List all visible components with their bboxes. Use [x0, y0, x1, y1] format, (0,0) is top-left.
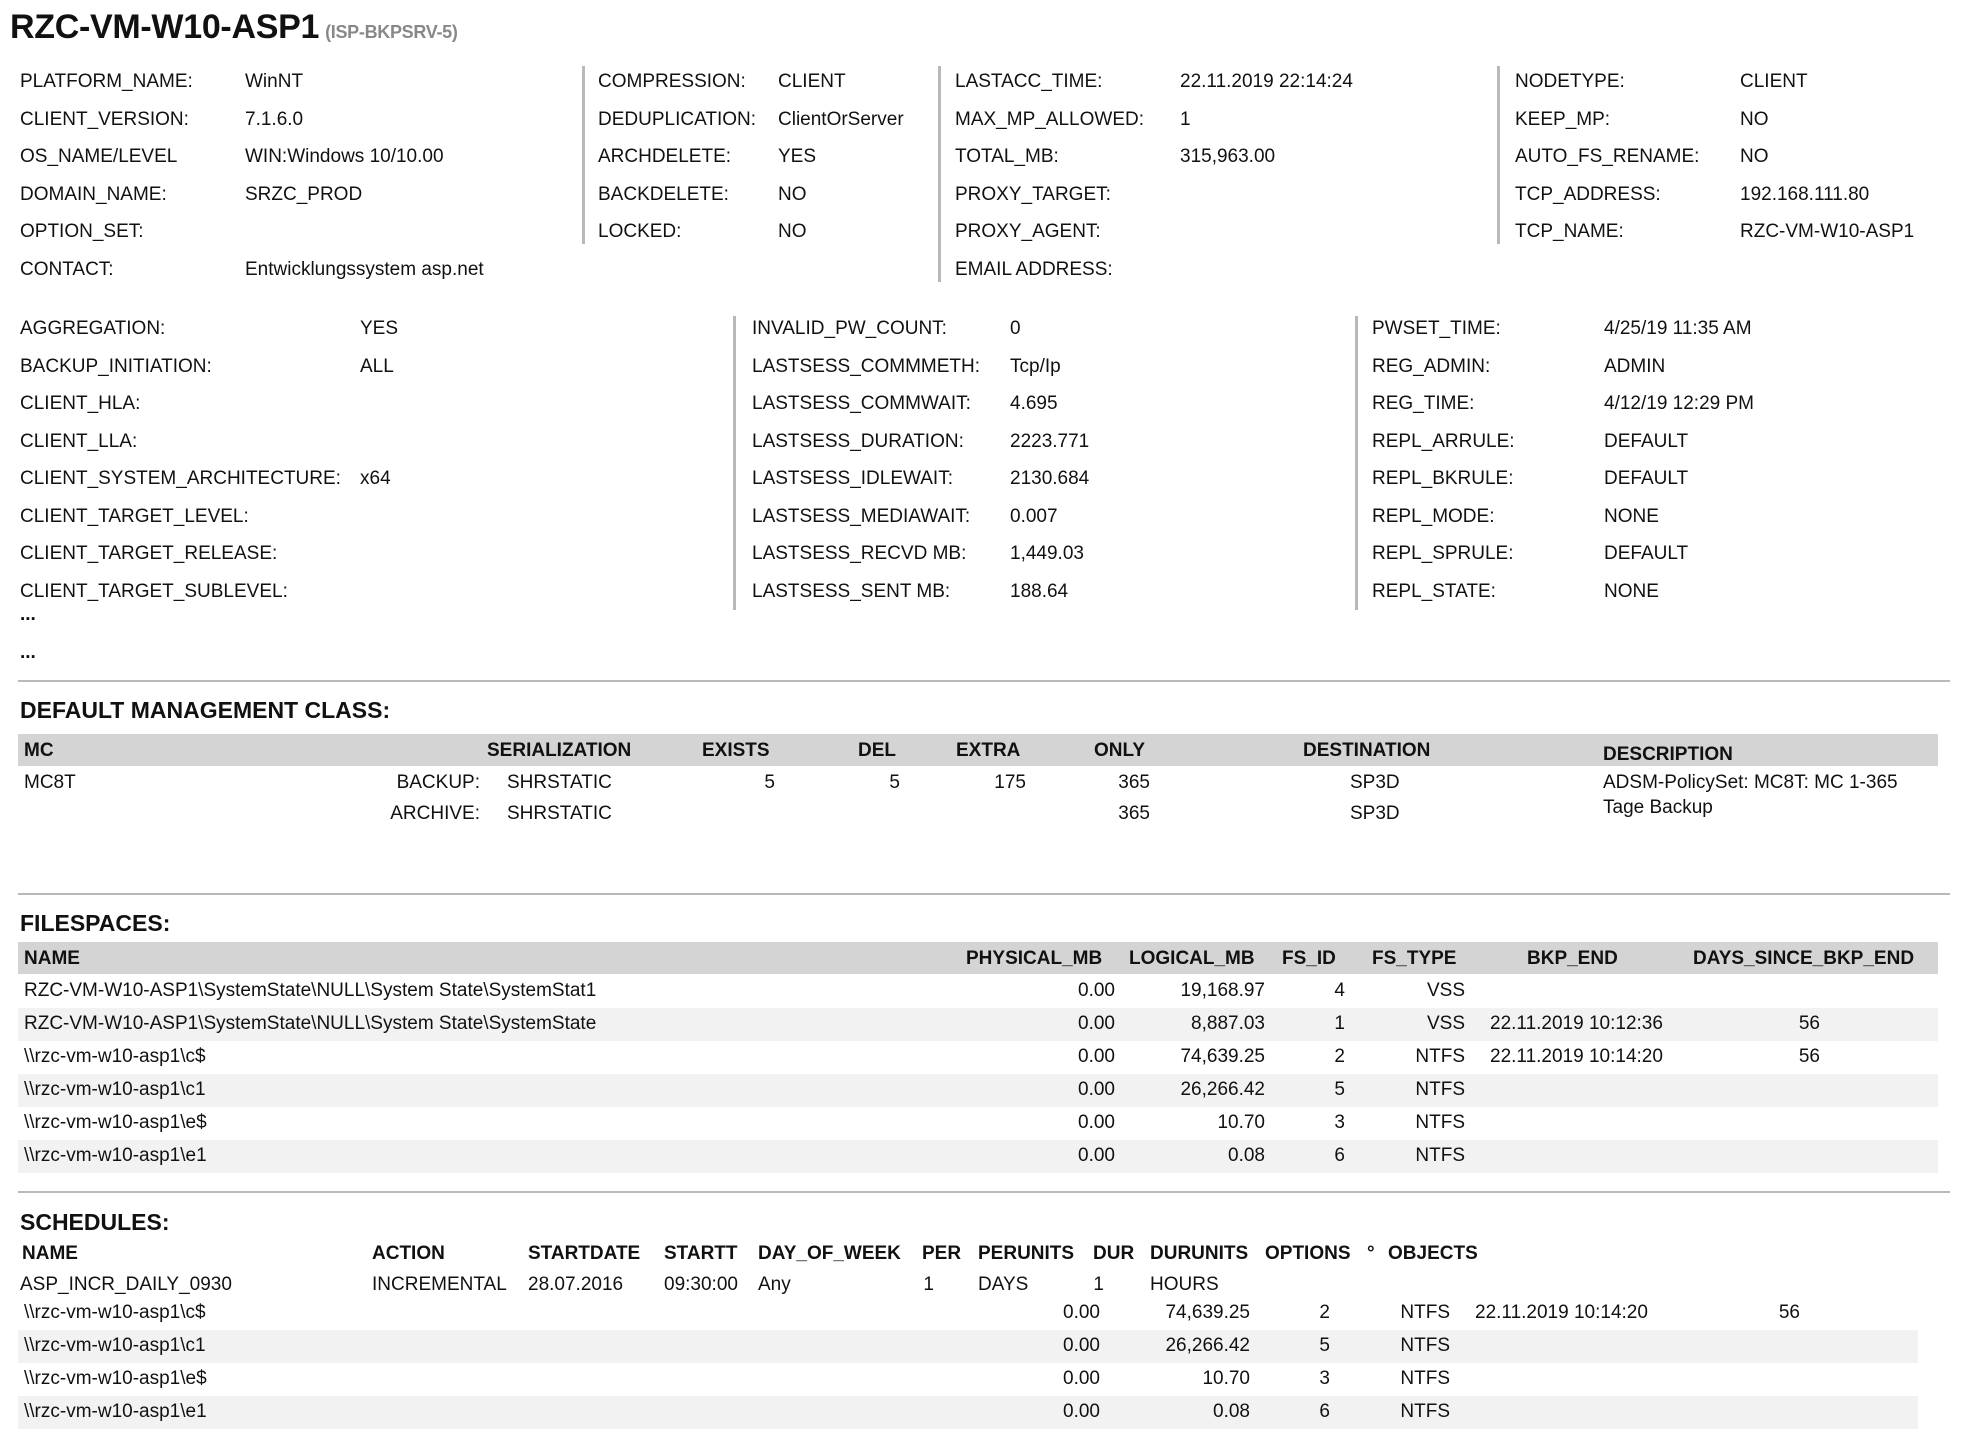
server-name: (ISP-BKPSRV-5): [325, 22, 458, 42]
col-header-only: ONLY: [1094, 740, 1146, 761]
col-header-degree: °: [1367, 1243, 1375, 1264]
column-divider: [582, 66, 585, 244]
field-value: 4/25/19 11:35 AM: [1604, 318, 1752, 339]
field-value: CLIENT: [1740, 71, 1808, 92]
col-header-name: NAME: [22, 1243, 78, 1264]
field-label: AGGREGATION:: [20, 318, 166, 339]
col-header-mc: MC: [24, 740, 54, 761]
physical-mb: 0.00: [1078, 1013, 1115, 1034]
col-header-action: ACTION: [372, 1243, 445, 1264]
field-label: OPTION_SET:: [20, 221, 144, 242]
col-header-startt: STARTT: [664, 1243, 738, 1264]
field-value: RZC-VM-W10-ASP1: [1740, 221, 1915, 242]
field-value: NO: [778, 221, 807, 242]
physical-mb: 0.00: [1063, 1335, 1100, 1356]
field-label: PROXY_AGENT:: [955, 221, 1101, 242]
field-label: LASTSESS_COMMMETH:: [752, 355, 981, 377]
copygroup-type: BACKUP:: [396, 772, 480, 793]
schedule-starttime: 09:30:00: [664, 1274, 738, 1295]
field-label: EMAIL ADDRESS:: [955, 258, 1113, 280]
column-divider: [1497, 66, 1500, 244]
physical-mb: 0.00: [1078, 1046, 1115, 1067]
field-value: 2130.684: [1010, 468, 1090, 489]
field-label: CLIENT_HLA:: [20, 393, 141, 414]
serialization-value: SHRSTATIC: [507, 803, 612, 824]
fs-id: 3: [1319, 1368, 1330, 1389]
logical-mb: 8,887.03: [1191, 1013, 1265, 1034]
col-header-options: OPTIONS: [1265, 1243, 1351, 1264]
filespace-name: RZC-VM-W10-ASP1\SystemState\NULL\System State\SystemState: [24, 1013, 597, 1034]
field-label: LASTSESS_DURATION:: [752, 430, 964, 452]
field-value: 1,449.03: [1010, 543, 1084, 564]
fs-type: NTFS: [1415, 1145, 1465, 1166]
field-value: 192.168.111.80: [1740, 183, 1870, 205]
field-value: YES: [778, 146, 817, 167]
field-value: NO: [778, 183, 807, 205]
fs-type: NTFS: [1400, 1401, 1450, 1422]
field-label: TOTAL_MB:: [955, 146, 1059, 167]
field-label: NODETYPE:: [1515, 71, 1625, 92]
field-label: OS_NAME/LEVEL: [20, 146, 178, 167]
field-label: ARCHDELETE:: [598, 146, 732, 167]
field-value: NO: [1740, 146, 1769, 167]
field-label: PROXY_TARGET:: [955, 183, 1111, 205]
column-divider: [938, 66, 941, 282]
field-label: DEDUPLICATION:: [598, 108, 757, 130]
field-label: DOMAIN_NAME:: [20, 183, 167, 205]
field-label: REG_TIME:: [1372, 393, 1475, 414]
field-value: NONE: [1604, 580, 1659, 602]
fs-type: NTFS: [1415, 1046, 1465, 1067]
field-label: REPL_STATE:: [1372, 580, 1496, 602]
field-value: 4.695: [1010, 393, 1058, 414]
del-value: 5: [889, 772, 900, 793]
only-value: 365: [1118, 772, 1150, 793]
field-label: BACKDELETE:: [598, 183, 729, 205]
bkp-end: 22.11.2019 10:12:36: [1490, 1013, 1663, 1034]
col-header-dur: DUR: [1093, 1243, 1135, 1264]
column-divider: [1355, 316, 1358, 610]
col-header-del: DEL: [858, 740, 896, 761]
filespace-name: \\rzc-vm-w10-asp1\e1: [24, 1145, 207, 1166]
physical-mb: 0.00: [1063, 1368, 1100, 1389]
col-header-name: NAME: [24, 948, 80, 969]
object-name: \\rzc-vm-w10-asp1\e$: [24, 1368, 207, 1389]
node-name: RZC-VM-W10-ASP1: [10, 8, 320, 46]
field-value: NO: [1740, 108, 1769, 130]
mc-description-line: Tage Backup: [1603, 797, 1713, 818]
col-header-days-since-bkp-end: DAYS_SINCE_BKP_END: [1693, 948, 1915, 969]
field-value: Entwicklungssystem asp.net: [245, 258, 484, 280]
fs-type: NTFS: [1415, 1079, 1465, 1100]
mgmt-class-title: DEFAULT MANAGEMENT CLASS:: [20, 697, 391, 723]
section-divider: [18, 1191, 1950, 1193]
col-header-bkp-end: BKP_END: [1527, 948, 1618, 969]
logical-mb: 19,168.97: [1180, 980, 1265, 1001]
field-label: PLATFORM_NAME:: [20, 71, 193, 92]
field-value: 0: [1010, 318, 1021, 339]
destination-value: SP3D: [1350, 772, 1400, 793]
field-label: BACKUP_INITIATION:: [20, 355, 212, 377]
col-header-logical-mb: LOGICAL_MB: [1129, 948, 1255, 969]
field-label: REPL_ARRULE:: [1372, 430, 1515, 452]
fs-id: 4: [1334, 980, 1345, 1001]
row-stripe: [18, 1330, 1918, 1363]
field-value: 22.11.2019 22:14:24: [1180, 71, 1353, 92]
field-label: REG_ADMIN:: [1372, 355, 1491, 377]
schedule-action: INCREMENTAL: [372, 1274, 507, 1295]
filespace-name: \\rzc-vm-w10-asp1\c1: [24, 1079, 206, 1100]
field-label: REPL_SPRULE:: [1372, 543, 1514, 564]
object-name: \\rzc-vm-w10-asp1\c$: [24, 1302, 206, 1323]
field-value: 7.1.6.0: [245, 108, 304, 130]
field-label: INVALID_PW_COUNT:: [752, 318, 947, 339]
col-header-objects: OBJECTS: [1388, 1243, 1478, 1264]
logical-mb: 10.70: [1202, 1368, 1250, 1389]
col-header-exists: EXISTS: [702, 740, 770, 761]
field-value: x64: [360, 468, 391, 489]
logical-mb: 0.08: [1228, 1145, 1265, 1166]
section-divider: [18, 680, 1950, 682]
fs-type: NTFS: [1415, 1112, 1465, 1133]
field-value: ADMIN: [1604, 355, 1666, 377]
column-divider: [733, 316, 736, 610]
ellipsis: ...: [20, 604, 36, 625]
field-value: WIN:Windows 10/10.00: [245, 146, 444, 167]
field-label: CLIENT_TARGET_RELEASE:: [20, 543, 278, 564]
filespaces-title: FILESPACES:: [20, 910, 171, 936]
field-label: CLIENT_TARGET_LEVEL:: [20, 505, 249, 527]
page-title: [10, 8, 458, 47]
field-label: TCP_ADDRESS:: [1515, 183, 1661, 205]
bkp-end: 22.11.2019 10:14:20: [1475, 1302, 1648, 1323]
serialization-value: SHRSTATIC: [507, 772, 612, 793]
fs-type: NTFS: [1400, 1368, 1450, 1389]
schedules-title: SCHEDULES:: [20, 1209, 170, 1235]
field-value: 2223.771: [1010, 430, 1090, 452]
field-value: 0.007: [1010, 505, 1058, 527]
physical-mb: 0.00: [1078, 980, 1115, 1001]
field-label: LOCKED:: [598, 221, 682, 242]
field-value: WinNT: [245, 71, 304, 92]
field-value: 315,963.00: [1180, 146, 1276, 167]
physical-mb: 0.00: [1078, 1145, 1115, 1166]
field-value: 1: [1180, 108, 1191, 130]
col-header-extra: EXTRA: [956, 740, 1021, 761]
bkp-end: 22.11.2019 10:14:20: [1490, 1046, 1663, 1067]
field-value: CLIENT: [778, 71, 846, 92]
field-value: DEFAULT: [1604, 543, 1689, 564]
field-label: LASTSESS_IDLEWAIT:: [752, 468, 953, 489]
field-label: AUTO_FS_RENAME:: [1515, 146, 1700, 167]
row-stripe: [18, 1396, 1918, 1429]
schedule-perunits: DAYS: [978, 1274, 1029, 1295]
field-label: REPL_BKRULE:: [1372, 468, 1514, 489]
field-value: 188.64: [1010, 580, 1069, 602]
col-header-physical-mb: PHYSICAL_MB: [966, 948, 1103, 969]
col-header-per: PER: [922, 1243, 962, 1264]
filespace-name: \\rzc-vm-w10-asp1\e$: [24, 1112, 207, 1133]
col-header-perunits: PERUNITS: [978, 1243, 1075, 1264]
fs-type: VSS: [1426, 1013, 1465, 1034]
logical-mb: 26,266.42: [1180, 1079, 1265, 1100]
field-label: LASTACC_TIME:: [955, 71, 1103, 92]
field-label: CONTACT:: [20, 258, 114, 280]
copygroup-type: ARCHIVE:: [390, 803, 480, 824]
field-label: LASTSESS_SENT MB:: [752, 580, 951, 602]
fs-id: 6: [1334, 1145, 1345, 1166]
fs-id: 3: [1334, 1112, 1345, 1133]
object-name: \\rzc-vm-w10-asp1\e1: [24, 1401, 207, 1422]
fs-id: 2: [1334, 1046, 1345, 1067]
field-label: LASTSESS_RECVD MB:: [752, 543, 967, 564]
field-value: 4/12/19 12:29 PM: [1604, 393, 1754, 414]
exists-value: 5: [764, 772, 775, 793]
col-header-fs-type: FS_TYPE: [1372, 948, 1457, 969]
field-label: CLIENT_LLA:: [20, 430, 138, 452]
field-label: CLIENT_SYSTEM_ARCHITECTURE:: [20, 468, 341, 489]
fs-id: 2: [1319, 1302, 1330, 1323]
days-since-bkp-end: 56: [1778, 1302, 1800, 1323]
object-name: \\rzc-vm-w10-asp1\c1: [24, 1335, 206, 1356]
mc-description-line: ADSM-PolicySet: MC8T: MC 1-365: [1603, 772, 1898, 793]
mc-name: MC8T: [24, 772, 76, 793]
field-label: MAX_MP_ALLOWED:: [955, 108, 1144, 130]
fs-type: NTFS: [1400, 1302, 1450, 1323]
fs-id: 5: [1334, 1079, 1345, 1100]
field-value: ClientOrServer: [778, 108, 904, 130]
row-stripe: [18, 1140, 1938, 1173]
extra-value: 175: [994, 772, 1026, 793]
field-label: CLIENT_TARGET_SUBLEVEL:: [20, 580, 288, 602]
field-label: REPL_MODE:: [1372, 505, 1495, 527]
logical-mb: 0.08: [1213, 1401, 1250, 1422]
field-value: DEFAULT: [1604, 468, 1689, 489]
field-value: Tcp/Ip: [1010, 355, 1061, 377]
schedule-durunits: HOURS: [1150, 1274, 1219, 1295]
logical-mb: 10.70: [1217, 1112, 1265, 1133]
fs-type: NTFS: [1400, 1335, 1450, 1356]
col-header-startdate: STARTDATE: [528, 1243, 641, 1264]
col-header-durunits: DURUNITS: [1150, 1243, 1249, 1264]
section-divider: [18, 893, 1950, 895]
physical-mb: 0.00: [1063, 1401, 1100, 1422]
logical-mb: 26,266.42: [1165, 1335, 1250, 1356]
fs-type: VSS: [1426, 980, 1465, 1001]
days-since-bkp-end: 56: [1798, 1046, 1820, 1067]
destination-value: SP3D: [1350, 803, 1400, 824]
ellipsis: ...: [20, 642, 36, 663]
logical-mb: 74,639.25: [1180, 1046, 1265, 1067]
field-label: LASTSESS_MEDIAWAIT:: [752, 505, 971, 527]
field-label: COMPRESSION:: [598, 71, 746, 92]
field-label: CLIENT_VERSION:: [20, 108, 189, 130]
fs-id: 5: [1319, 1335, 1330, 1356]
days-since-bkp-end: 56: [1798, 1013, 1820, 1034]
col-header-day-of-week: DAY_OF_WEEK: [758, 1243, 901, 1264]
fs-id: 1: [1334, 1013, 1345, 1034]
filespace-name: RZC-VM-W10-ASP1\SystemState\NULL\System State\SystemStat1: [24, 980, 597, 1001]
logical-mb: 74,639.25: [1165, 1302, 1250, 1323]
schedule-startdate: 28.07.2016: [528, 1274, 624, 1295]
only-value: 365: [1118, 803, 1150, 824]
row-stripe: [18, 1074, 1938, 1107]
schedule-period: 1: [923, 1274, 934, 1295]
physical-mb: 0.00: [1078, 1112, 1115, 1133]
schedule-name: ASP_INCR_DAILY_0930: [20, 1274, 232, 1295]
field-value: DEFAULT: [1604, 430, 1689, 452]
field-value: SRZC_PROD: [245, 183, 363, 205]
schedule-day-of-week: Any: [758, 1274, 791, 1295]
field-label: TCP_NAME:: [1515, 221, 1624, 242]
fs-id: 6: [1319, 1401, 1330, 1422]
filespace-name: \\rzc-vm-w10-asp1\c$: [24, 1046, 206, 1067]
col-header-destination: DESTINATION: [1303, 740, 1431, 761]
col-header-serialization: SERIALIZATION: [487, 740, 632, 761]
field-label: PWSET_TIME:: [1372, 318, 1501, 339]
field-value: YES: [360, 318, 399, 339]
field-label: KEEP_MP:: [1515, 108, 1611, 130]
schedule-duration: 1: [1093, 1274, 1104, 1295]
col-header-description: DESCRIPTION: [1603, 744, 1733, 765]
field-value: NONE: [1604, 505, 1659, 527]
field-label: LASTSESS_COMMWAIT:: [752, 393, 971, 414]
col-header-fs-id: FS_ID: [1282, 948, 1336, 969]
physical-mb: 0.00: [1078, 1079, 1115, 1100]
field-value: ALL: [360, 355, 394, 377]
physical-mb: 0.00: [1063, 1302, 1100, 1323]
